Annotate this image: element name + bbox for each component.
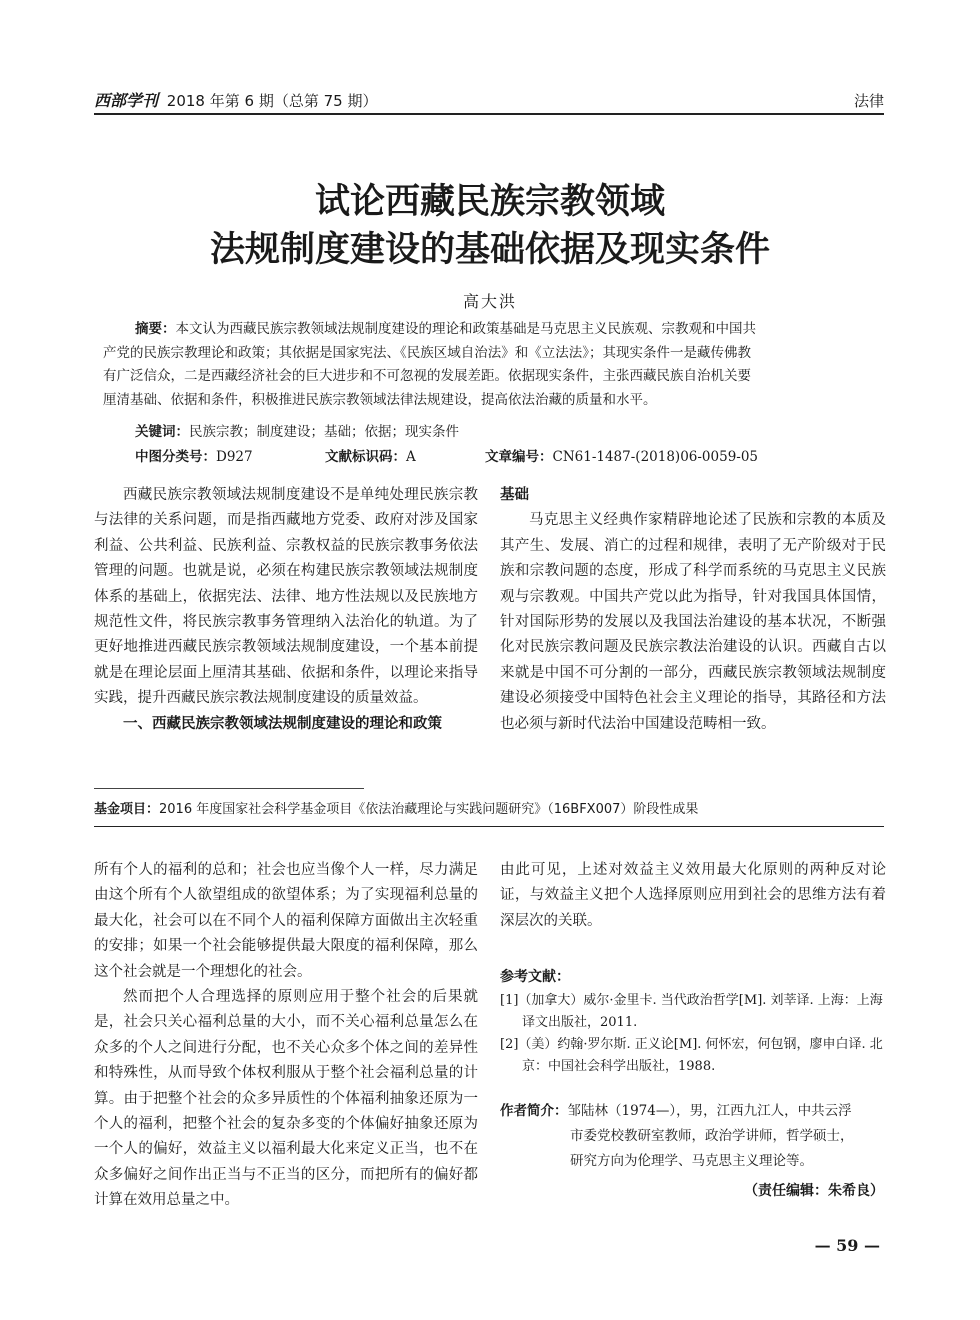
author-name: 高大洪 — [462, 292, 517, 311]
reference-item: [2]（美）约翰·罗尔斯. 正义论[M]. 何怀宏，何包钢，廖申白译. 北京：中国社会科学出版社，1988. — [500, 1037, 883, 1074]
doc-code: 文献标识码：A — [325, 449, 416, 465]
body-paragraph: 然而把个人合理选择的原则应用于整个社会的后果就是，社会只关心福利总量的大小，而不关心福利总量怎么在众多的个人之间进行分配，也不关心众多个体之间的差异性和特殊性，从而导致个体权利服从于整个社会福利总量的计算。由于把整个社会的众多异质性的个体福利抽象还原为一个人的福利，把整个社会的复杂多变的个体偏好抽象还原为一个人的偏好，效益主义以福利最大化来定义正当，也不在众多偏好之间作出正当与不正当的区分，而把所有的偏好都计算在效用总量之中。 — [94, 989, 478, 1209]
abstract-line-3: 有广泛信众，二是西藏经济社会的巨大进步和不可忽视的发展差距。依据现实条件，主张西藏民族自治机关要 — [103, 368, 751, 384]
editor-note: （责任编辑：朱希良） — [744, 1183, 884, 1199]
page-number: — 59 — — [814, 1236, 880, 1255]
running-header — [94, 88, 377, 111]
section-label: 法律 — [853, 92, 884, 110]
title-line-1: 试论西藏民族宗教领域 — [314, 182, 665, 222]
body-paragraph: 由此可见，上述对效益主义效用最大化原则的两种反对论证，与效益主义把个人选择原则应用到社会的思维方法有着深层次的关联。 — [500, 862, 886, 929]
clc-number: 中图分类号：D927 — [135, 449, 253, 465]
abstract-line-4: 厘清基础、依据和条件，积极推进民族宗教领域法律法规建设，提高依法治藏的质量和水平。 — [103, 391, 657, 408]
title-line-2: 法规制度建设的基础依据及现实条件 — [209, 230, 770, 270]
fund-value: 2016 年度国家社会科学基金项目《依法治藏理论与实践问题研究》（16BFX007）阶段性成果 — [159, 802, 699, 817]
article-title — [0, 178, 980, 274]
keywords-value: 民族宗教；制度建设；基础；依据；现实条件 — [189, 424, 459, 440]
abstract — [103, 318, 895, 412]
article-number: 文章编号：CN61-1487-(2018)06-0059-05 — [485, 449, 759, 465]
section-heading-continued: 基础 — [500, 487, 529, 503]
references-list — [500, 990, 890, 1078]
body-column-left-bottom — [94, 858, 478, 1214]
body-paragraph: 西藏民族宗教领域法规制度建设不是单纯处理民族宗教与法律的关系问题，而是指西藏地方党委、政府对涉及国家利益、公共利益、民族利益、宗教权益的民族宗教事务依法管理的问题。也就是说，必须在构建民族宗教领域法规制度体系的基础上，依据宪法、法律、地方性法规以及民族地方规范性文件，将民族宗教事务管理纳入法治化的轨道。为了更好地推进西藏民族宗教领域法规制度建设，一个基本前提就是在理论层面上厘清其基础、依据和条件，以理论来指导实践，提升西藏民族宗教法规制度建设的质量效益。 — [94, 487, 478, 707]
body-column-left-top — [94, 483, 478, 737]
body-paragraph: 所有个人的福利的总和；社会也应当像个人一样，尽力满足由这个所有个人欲望组成的欲望体系；为了实现福利总量的最大化，社会可以在不同个人的福利保障方面做出主次轻重的安排；如果一个社会能够提供最大限度的福利保障，那么这个社会就是一个理想化的社会。 — [94, 862, 478, 980]
fund-label: 基金项目： — [94, 802, 160, 817]
author-bio: 作者简介：邹陆林（1974—），男，江西九江人，中共云浮 市委党校教研室教师，政治学讲师，哲学硕士， 研究方向为伦理学、马克思主义理论等。 — [500, 1103, 854, 1169]
keywords-label: 关键词： — [135, 424, 189, 440]
footnote-rule — [94, 788, 364, 789]
issue-info: 2018 年第 6 期（总第 75 期） — [166, 92, 378, 110]
abstract-line-1: 摘要：本文认为西藏民族宗教领域法规制度建设的理论和政策基础是马克思主义民族观、宗教观和中国共 — [135, 321, 756, 337]
author-bio-label: 作者简介： — [500, 1103, 568, 1119]
abstract-line-2: 产党的民族宗教理论和政策；其依据是国家宪法、《民族区域自治法》和《立法法》；其现实条件一是藏传佛教 — [103, 344, 751, 361]
reference-item: [1]（加拿大）威尔·金里卡. 当代政治哲学[M]. 刘莘译. 上海：上海译文出版社，2011. — [500, 993, 883, 1030]
fund-note — [94, 798, 698, 817]
body-column-right-top — [500, 483, 886, 737]
section-heading: 一、西藏民族宗教领域法规制度建设的理论和政策 — [123, 715, 442, 732]
header-rule — [94, 113, 884, 115]
body-column-right-bottom — [500, 858, 886, 934]
body-paragraph: 马克思主义经典作家精辟地论述了民族和宗教的本质及其产生、发展、消亡的过程和规律，表明了无产阶级对于民族和宗教问题的态度，形成了科学而系统的马克思主义民族观与宗教观。中国共产党以此为指导，针对我国具体国情，针对国际形势的发展以及我国法治建设的基本状况，不断强化对民族宗教问题及民族宗教法治建设的认识。西藏自古以来就是中国不可分割的一部分，西藏民族宗教领域法规制度建设必须接受中国特色社会主义理论的指导，其路径和方法也必须与新时代法治中国建设范畴相一致。 — [500, 512, 886, 732]
classification-row — [135, 445, 895, 465]
page-split-rule — [94, 826, 884, 827]
references-title: 参考文献： — [500, 969, 570, 985]
abstract-label: 摘要： — [135, 321, 176, 337]
journal-logo: 西部学刊 — [94, 91, 159, 110]
keywords — [135, 420, 459, 440]
